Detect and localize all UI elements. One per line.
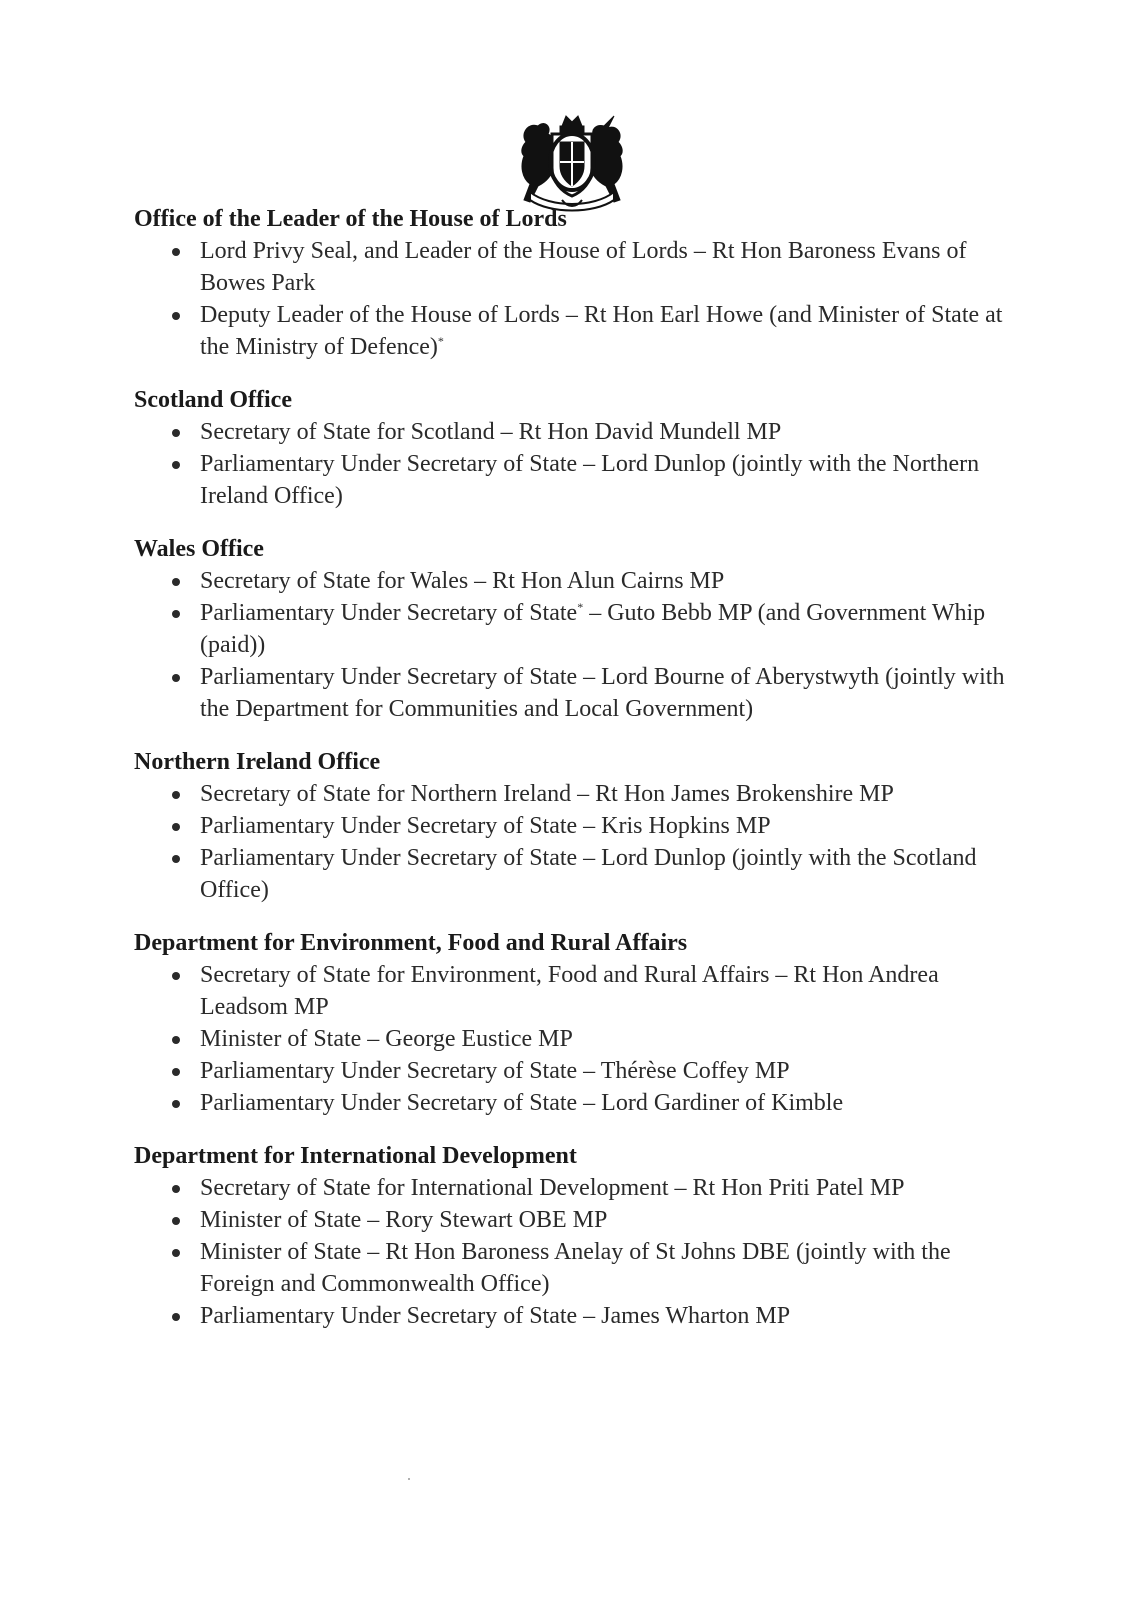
list-item: Minister of State – George Eustice MP (200, 1023, 1014, 1055)
list-item: Parliamentary Under Secretary of State – Lord Gardiner of Kimble (200, 1087, 1014, 1119)
section-heading: Scotland Office (134, 387, 292, 413)
minister-list (134, 1172, 1014, 1332)
section-dfid (134, 1140, 1014, 1332)
list-item: Parliamentary Under Secretary of State – James Wharton MP (200, 1300, 1014, 1332)
list-item: Parliamentary Under Secretary of State – Kris Hopkins MP (200, 810, 1014, 842)
section-defra (134, 927, 1014, 1119)
list-item: Minister of State – Rt Hon Baroness Anelay of St Johns DBE (jointly with the Foreign and Commonwealth Office) (200, 1236, 1014, 1300)
section-heading: Department for Environment, Food and Rural Affairs (134, 930, 688, 956)
list-item: Secretary of State for Environment, Food and Rural Affairs – Rt Hon Andrea Leadsom MP (200, 959, 1014, 1023)
scan-speck (408, 1478, 410, 1480)
ministers-list (134, 203, 1014, 1353)
list-item: Parliamentary Under Secretary of State – Thérèse Coffey MP (200, 1055, 1014, 1087)
list-item: Minister of State – Rory Stewart OBE MP (200, 1204, 1014, 1236)
list-item: Parliamentary Under Secretary of State – Lord Dunlop (jointly with the Scotland Office) (200, 842, 1014, 906)
asterisk-footnote-mark: * (577, 600, 584, 614)
list-item: Secretary of State for Wales – Rt Hon Alun Cairns MP (200, 565, 1014, 597)
royal-coat-of-arms-icon (516, 112, 628, 212)
list-item: Secretary of State for Scotland – Rt Hon David Mundell MP (200, 416, 1014, 448)
section-wales-office (134, 533, 1014, 725)
list-item: Lord Privy Seal, and Leader of the House of Lords – Rt Hon Baroness Evans of Bowes Park (200, 235, 1014, 299)
minister-list (134, 778, 1014, 906)
list-item: Parliamentary Under Secretary of State – Lord Dunlop (jointly with the Northern Ireland Office) (200, 448, 1014, 512)
section-heading: Wales Office (134, 536, 264, 562)
list-item: Parliamentary Under Secretary of State* – Guto Bebb MP (and Government Whip (paid)) (200, 597, 1014, 661)
section-heading: Office of the Leader of the House of Lords (134, 206, 567, 232)
section-scotland-office (134, 384, 1014, 512)
list-item: Parliamentary Under Secretary of State – Lord Bourne of Aberystwyth (jointly with the Department for Communities and Local Government) (200, 661, 1014, 725)
section-heading: Northern Ireland Office (134, 749, 381, 775)
section-leader-house-of-lords (134, 203, 1014, 363)
minister-list (134, 959, 1014, 1119)
minister-list (134, 235, 1014, 363)
list-item: Secretary of State for Northern Ireland – Rt Hon James Brokenshire MP (200, 778, 1014, 810)
minister-list (134, 416, 1014, 512)
section-northern-ireland-office (134, 746, 1014, 906)
minister-list (134, 565, 1014, 725)
list-item: Secretary of State for International Development – Rt Hon Priti Patel MP (200, 1172, 1014, 1204)
section-heading: Department for International Development (134, 1143, 577, 1169)
list-item: Deputy Leader of the House of Lords – Rt Hon Earl Howe (and Minister of State at the Ministry of Defence)* (200, 299, 1014, 363)
asterisk-footnote-mark: * (437, 334, 444, 348)
